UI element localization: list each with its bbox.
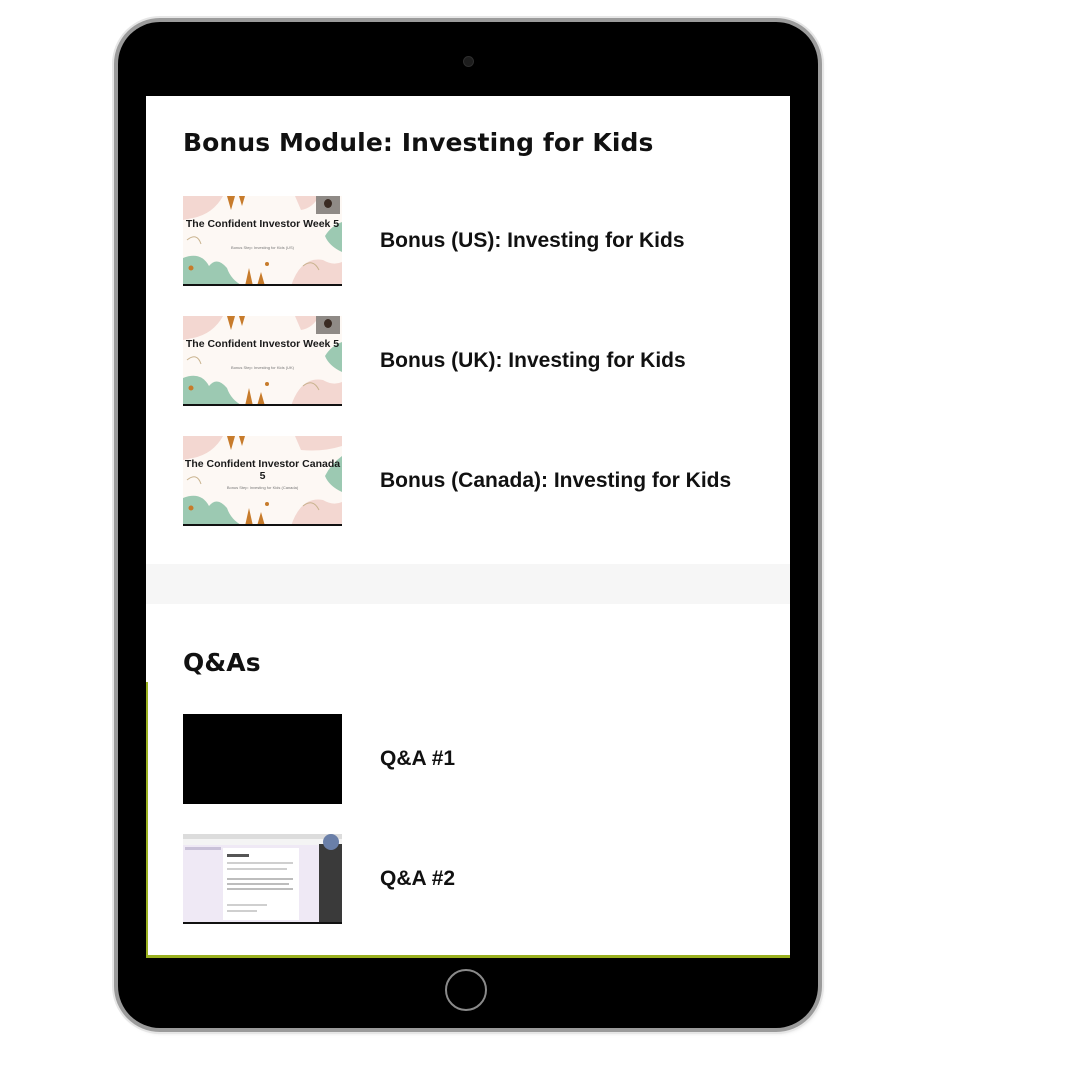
video-thumbnail[interactable] <box>183 714 342 804</box>
video-thumbnail[interactable] <box>183 436 342 526</box>
video-thumbnail[interactable] <box>183 834 342 924</box>
lesson-title[interactable]: Bonus (UK): Investing for Kids <box>380 349 686 372</box>
lesson-title[interactable]: Bonus (Canada): Investing for Kids <box>380 469 732 492</box>
screen-recording-icon <box>183 834 342 924</box>
thumbnail-bar <box>183 284 342 286</box>
thumbnail-subtitle: Bonus Step: Investing for Kids (Canada) <box>226 485 299 490</box>
thumbnail-subtitle: Bonus Step: Investing for Kids (US) <box>231 245 294 250</box>
section-title-bonus: Bonus Module: Investing for Kids <box>183 128 654 157</box>
lesson-title[interactable]: Q&A #2 <box>380 867 456 890</box>
presenter-thumbnail <box>316 196 340 214</box>
thumbnail-title: The Confident Investor Week 5 <box>185 338 340 350</box>
presenter-thumbnail <box>316 316 340 334</box>
thumbnail-bar <box>183 922 342 924</box>
thumbnail-bar <box>183 404 342 406</box>
thumbnail-bar <box>183 524 342 526</box>
thumbnail-title: The Confident Investor Canada 5 <box>184 458 341 482</box>
lesson-row[interactable] <box>183 834 783 924</box>
video-thumbnail[interactable] <box>183 316 342 406</box>
home-button[interactable] <box>445 969 487 1011</box>
section-title-qa: Q&As <box>183 648 261 677</box>
thumbnail-title: The Confident Investor Week 5 <box>185 218 340 230</box>
lesson-title[interactable]: Q&A #1 <box>380 747 456 770</box>
section-divider <box>146 564 790 604</box>
video-thumbnail[interactable] <box>183 196 342 286</box>
screen <box>146 96 790 958</box>
lesson-row[interactable] <box>183 714 783 804</box>
lesson-title[interactable]: Bonus (US): Investing for Kids <box>380 229 685 252</box>
lesson-row[interactable] <box>183 436 783 526</box>
lesson-row[interactable] <box>183 196 783 286</box>
camera-icon <box>463 56 474 67</box>
lesson-row[interactable] <box>183 316 783 406</box>
tablet-frame <box>118 22 818 1028</box>
accent-edge <box>146 682 148 958</box>
thumbnail-subtitle: Bonus Step: Investing for Kids (UK) <box>231 365 294 370</box>
